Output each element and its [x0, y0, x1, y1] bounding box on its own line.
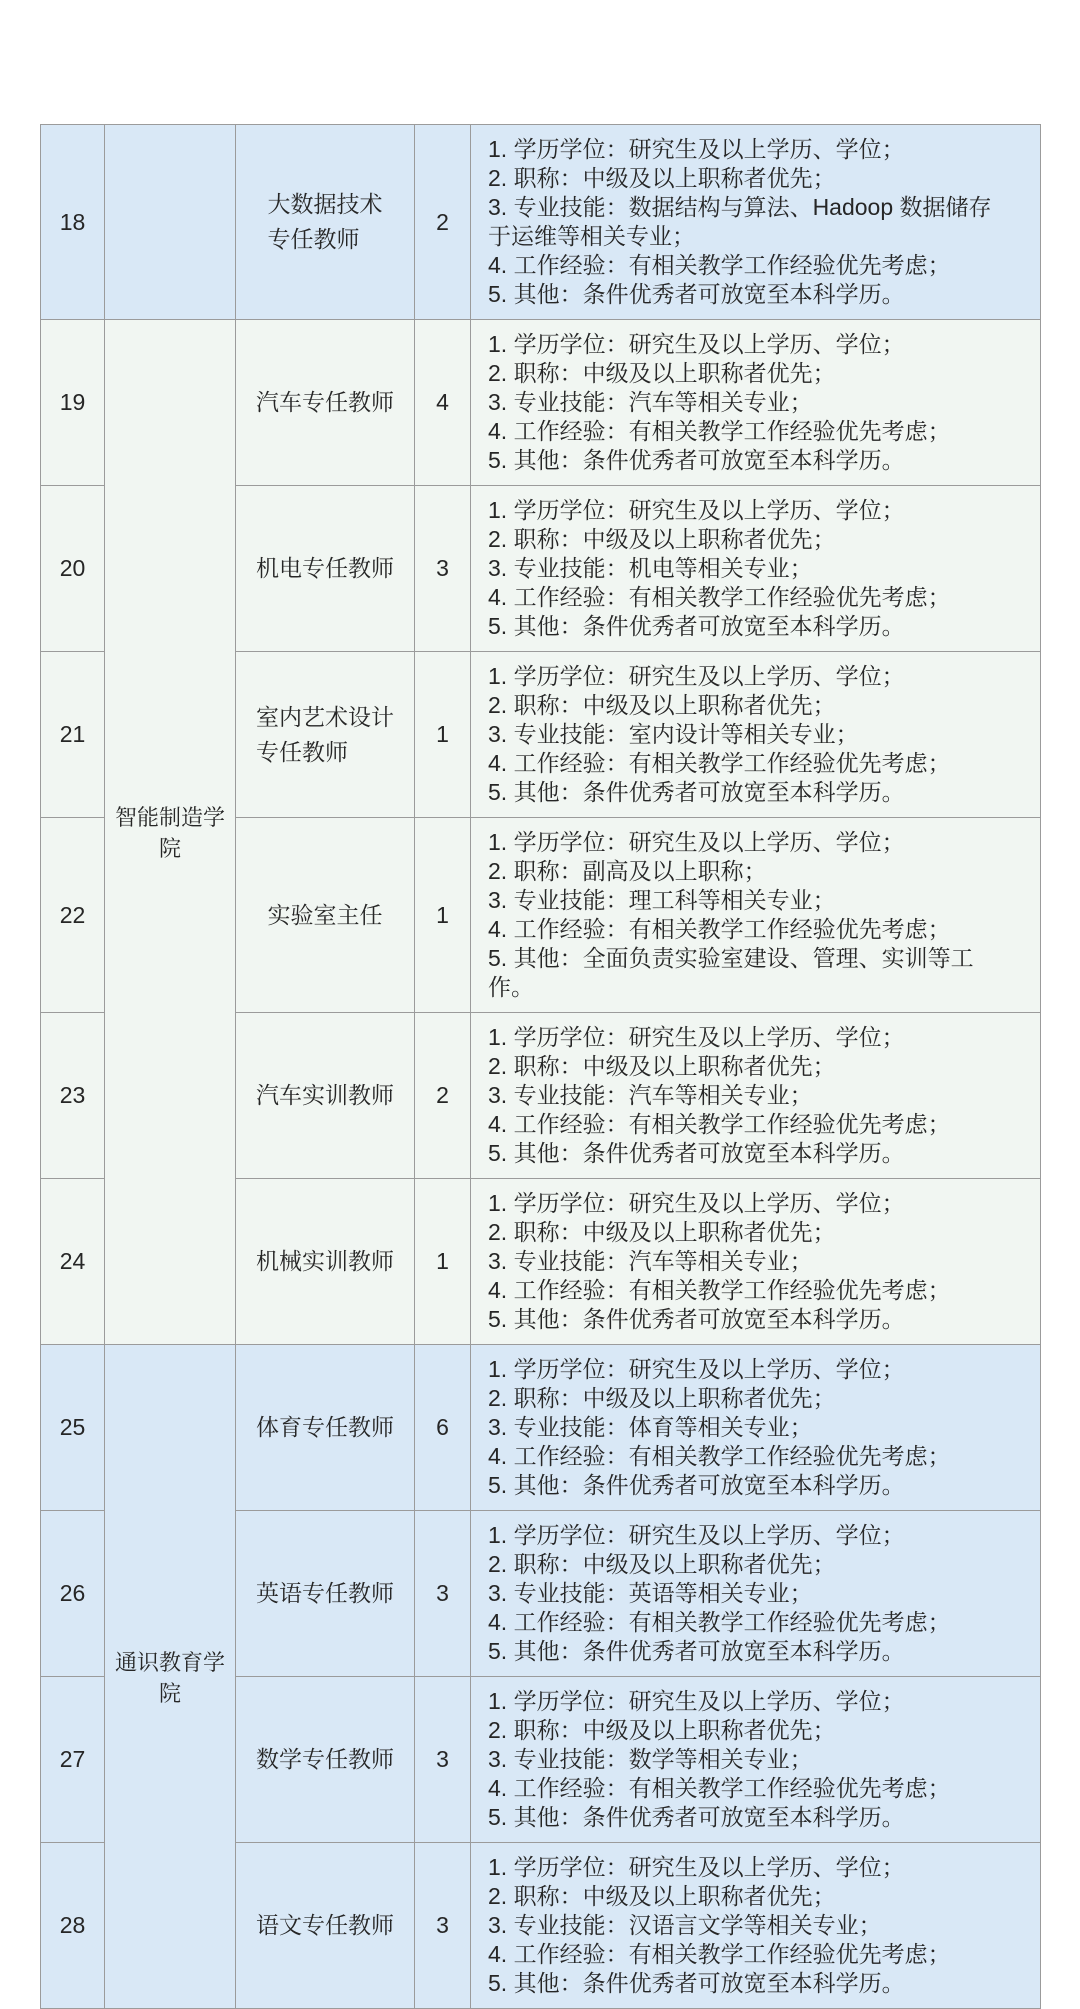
seq-cell: 26 — [41, 1511, 105, 1677]
position-line: 机械实训教师 — [256, 1248, 394, 1274]
requirements-cell — [471, 1013, 1041, 1179]
position-cell — [236, 1345, 415, 1511]
req-line: 4. 工作经验：有相关教学工作经验优先考虑； — [488, 584, 951, 610]
seq-cell: 25 — [41, 1345, 105, 1511]
req-line: 2. 职称：中级及以上职称者优先； — [488, 526, 836, 552]
req-line: 5. 其他：全面负责实验室建设、管理、实训等工作。 — [488, 945, 974, 1000]
req-line: 1. 学历学位：研究生及以上学历、学位； — [488, 331, 905, 357]
position-cell — [236, 652, 415, 818]
requirements-cell — [471, 486, 1041, 652]
requirements-cell — [471, 1843, 1041, 2009]
requirements-cell — [471, 1511, 1041, 1677]
req-line: 5. 其他：条件优秀者可放宽至本科学历。 — [488, 613, 905, 639]
recruitment-table — [40, 124, 1041, 2009]
req-line: 4. 工作经验：有相关教学工作经验优先考虑； — [488, 1111, 951, 1137]
req-line: 5. 其他：条件优秀者可放宽至本科学历。 — [488, 1472, 905, 1498]
position-line: 语文专任教师 — [256, 1912, 394, 1938]
requirements-cell — [471, 1179, 1041, 1345]
req-line: 1. 学历学位：研究生及以上学历、学位； — [488, 663, 905, 689]
seq-cell: 21 — [41, 652, 105, 818]
req-line: 5. 其他：条件优秀者可放宽至本科学历。 — [488, 1804, 905, 1830]
position-block — [256, 1410, 394, 1445]
position-block — [256, 385, 394, 420]
requirements-cell — [471, 652, 1041, 818]
headcount-cell: 2 — [415, 1013, 471, 1179]
requirements-cell — [471, 1345, 1041, 1511]
seq-cell: 18 — [41, 125, 105, 320]
table-row — [41, 1345, 1041, 1511]
position-line: 英语专任教师 — [256, 1580, 394, 1606]
req-line: 5. 其他：条件优秀者可放宽至本科学历。 — [488, 1970, 905, 1996]
headcount-cell: 6 — [415, 1345, 471, 1511]
req-line: 1. 学历学位：研究生及以上学历、学位； — [488, 829, 905, 855]
req-line: 2. 职称：中级及以上职称者优先； — [488, 1883, 836, 1909]
req-line: 1. 学历学位：研究生及以上学历、学位； — [488, 136, 905, 162]
headcount-cell: 1 — [415, 818, 471, 1013]
requirements-cell — [471, 1677, 1041, 1843]
position-line: 体育专任教师 — [256, 1414, 394, 1440]
headcount-cell: 3 — [415, 1511, 471, 1677]
position-block — [256, 551, 394, 586]
req-line: 2. 职称：中级及以上职称者优先； — [488, 1385, 836, 1411]
headcount-cell: 3 — [415, 1677, 471, 1843]
req-line: 2. 职称：中级及以上职称者优先； — [488, 1219, 836, 1245]
req-line: 2. 职称：中级及以上职称者优先； — [488, 360, 836, 386]
req-line: 3. 专业技能：汉语言文学等相关专业； — [488, 1912, 882, 1938]
req-line: 4. 工作经验：有相关教学工作经验优先考虑； — [488, 916, 951, 942]
req-line: 3. 专业技能：数学等相关专业； — [488, 1746, 813, 1772]
seq-cell: 28 — [41, 1843, 105, 2009]
position-cell — [236, 320, 415, 486]
requirements-cell — [471, 320, 1041, 486]
seq-cell: 19 — [41, 320, 105, 486]
position-block — [256, 1908, 394, 1943]
position-line: 专任教师 — [267, 226, 360, 252]
position-line: 汽车专任教师 — [256, 389, 394, 415]
req-line: 3. 专业技能：机电等相关专业； — [488, 555, 813, 581]
position-block — [268, 898, 383, 933]
req-line: 5. 其他：条件优秀者可放宽至本科学历。 — [488, 1140, 905, 1166]
req-line: 4. 工作经验：有相关教学工作经验优先考虑； — [488, 1775, 951, 1801]
req-line: 4. 工作经验：有相关教学工作经验优先考虑； — [488, 252, 951, 278]
req-line: 5. 其他：条件优秀者可放宽至本科学历。 — [488, 1638, 905, 1664]
req-line: 5. 其他：条件优秀者可放宽至本科学历。 — [488, 1306, 905, 1332]
position-block — [256, 1576, 394, 1611]
req-line: 2. 职称：中级及以上职称者优先； — [488, 165, 836, 191]
req-line: 5. 其他：条件优秀者可放宽至本科学历。 — [488, 281, 905, 307]
college-cell: 通识教育学院 — [105, 1345, 236, 2009]
position-block — [268, 187, 383, 257]
position-block — [256, 700, 394, 770]
position-cell — [236, 125, 415, 320]
req-line: 3. 专业技能：数据结构与算法、Hadoop 数据储存于运维等相关专业； — [488, 194, 992, 249]
headcount-cell: 3 — [415, 486, 471, 652]
position-cell — [236, 1843, 415, 2009]
req-line: 5. 其他：条件优秀者可放宽至本科学历。 — [488, 447, 905, 473]
req-line: 1. 学历学位：研究生及以上学历、学位； — [488, 1356, 905, 1382]
req-line: 1. 学历学位：研究生及以上学历、学位； — [488, 1688, 905, 1714]
college-cell — [105, 125, 236, 320]
req-line: 1. 学历学位：研究生及以上学历、学位； — [488, 1854, 905, 1880]
req-line: 3. 专业技能：汽车等相关专业； — [488, 1248, 813, 1274]
req-line: 4. 工作经验：有相关教学工作经验优先考虑； — [488, 1609, 951, 1635]
position-line: 专任教师 — [256, 738, 348, 765]
req-line: 4. 工作经验：有相关教学工作经验优先考虑； — [488, 750, 951, 776]
req-line: 1. 学历学位：研究生及以上学历、学位； — [488, 497, 905, 523]
position-cell — [236, 486, 415, 652]
position-cell — [236, 1179, 415, 1345]
req-line: 2. 职称：中级及以上职称者优先； — [488, 1053, 836, 1079]
headcount-cell: 3 — [415, 1843, 471, 2009]
position-line: 数学专任教师 — [256, 1746, 394, 1772]
req-line: 4. 工作经验：有相关教学工作经验优先考虑； — [488, 1443, 951, 1469]
seq-cell: 22 — [41, 818, 105, 1013]
req-line: 3. 专业技能：汽车等相关专业； — [488, 1082, 813, 1108]
requirements-cell — [471, 818, 1041, 1013]
table-row — [41, 125, 1041, 320]
position-cell — [236, 1511, 415, 1677]
position-cell — [236, 1013, 415, 1179]
req-line: 3. 专业技能：体育等相关专业； — [488, 1414, 813, 1440]
req-line: 3. 专业技能：室内设计等相关专业； — [488, 721, 859, 747]
seq-cell: 27 — [41, 1677, 105, 1843]
position-block — [256, 1244, 394, 1279]
req-line: 1. 学历学位：研究生及以上学历、学位； — [488, 1024, 905, 1050]
headcount-cell: 2 — [415, 125, 471, 320]
position-line: 实验室主任 — [267, 901, 383, 928]
seq-cell: 24 — [41, 1179, 105, 1345]
seq-cell: 23 — [41, 1013, 105, 1179]
seq-cell: 20 — [41, 486, 105, 652]
req-line: 3. 专业技能：理工科等相关专业； — [488, 887, 836, 913]
college-cell: 智能制造学院 — [105, 320, 236, 1345]
req-line: 4. 工作经验：有相关教学工作经验优先考虑； — [488, 1277, 951, 1303]
table-row — [41, 320, 1041, 486]
req-line: 2. 职称：中级及以上职称者优先； — [488, 1717, 836, 1743]
req-line: 3. 专业技能：英语等相关专业； — [488, 1580, 813, 1606]
position-cell — [236, 1677, 415, 1843]
req-line: 3. 专业技能：汽车等相关专业； — [488, 389, 813, 415]
position-line: 大数据技术 — [267, 191, 383, 217]
position-cell — [236, 818, 415, 1013]
req-line: 2. 职称：中级及以上职称者优先； — [488, 1551, 836, 1577]
position-line: 室内艺术设计 — [256, 703, 394, 730]
requirements-cell — [471, 125, 1041, 320]
recruitment-table-wrap — [40, 124, 1041, 2009]
position-line: 汽车实训教师 — [256, 1082, 394, 1108]
req-line: 4. 工作经验：有相关教学工作经验优先考虑； — [488, 418, 951, 444]
position-block — [256, 1742, 394, 1777]
headcount-cell: 1 — [415, 652, 471, 818]
headcount-cell: 1 — [415, 1179, 471, 1345]
req-line: 5. 其他：条件优秀者可放宽至本科学历。 — [488, 779, 905, 805]
req-line: 1. 学历学位：研究生及以上学历、学位； — [488, 1190, 905, 1216]
req-line: 1. 学历学位：研究生及以上学历、学位； — [488, 1522, 905, 1548]
position-block — [256, 1078, 394, 1113]
req-line: 4. 工作经验：有相关教学工作经验优先考虑； — [488, 1941, 951, 1967]
req-line: 2. 职称：中级及以上职称者优先； — [488, 692, 836, 718]
position-line: 机电专任教师 — [256, 555, 394, 581]
req-line: 2. 职称：副高及以上职称； — [488, 858, 767, 884]
headcount-cell: 4 — [415, 320, 471, 486]
